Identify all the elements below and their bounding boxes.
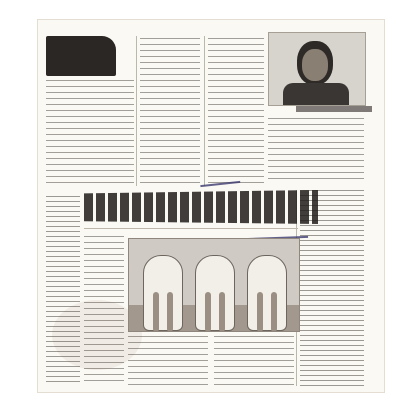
tooth-root (271, 292, 277, 332)
teeth-illustration (128, 238, 300, 332)
headline-rule (84, 228, 298, 229)
tooth-drawing (143, 255, 183, 331)
headline (84, 190, 318, 224)
tooth-root (205, 292, 211, 332)
middle-column-b (208, 38, 264, 188)
author-byline (296, 106, 372, 112)
tooth-root (153, 292, 159, 332)
masthead-block (46, 36, 116, 76)
left-column-upper (46, 80, 134, 188)
bottom-column-b (214, 336, 294, 386)
tooth-root (219, 292, 225, 332)
tooth-root (167, 292, 173, 332)
column-divider (204, 36, 205, 186)
photo-shoulders (283, 83, 349, 105)
middle-column-a (140, 38, 200, 188)
photo-face (302, 49, 328, 81)
column-divider (136, 36, 137, 186)
author-photo (268, 32, 366, 106)
right-column-upper (268, 118, 364, 184)
tooth-drawing (247, 255, 287, 331)
left-column-lower (46, 196, 80, 386)
tooth-drawing (195, 255, 235, 331)
tooth-root (257, 292, 263, 332)
left-column-narrow (84, 236, 124, 386)
bottom-column-a (128, 336, 208, 386)
